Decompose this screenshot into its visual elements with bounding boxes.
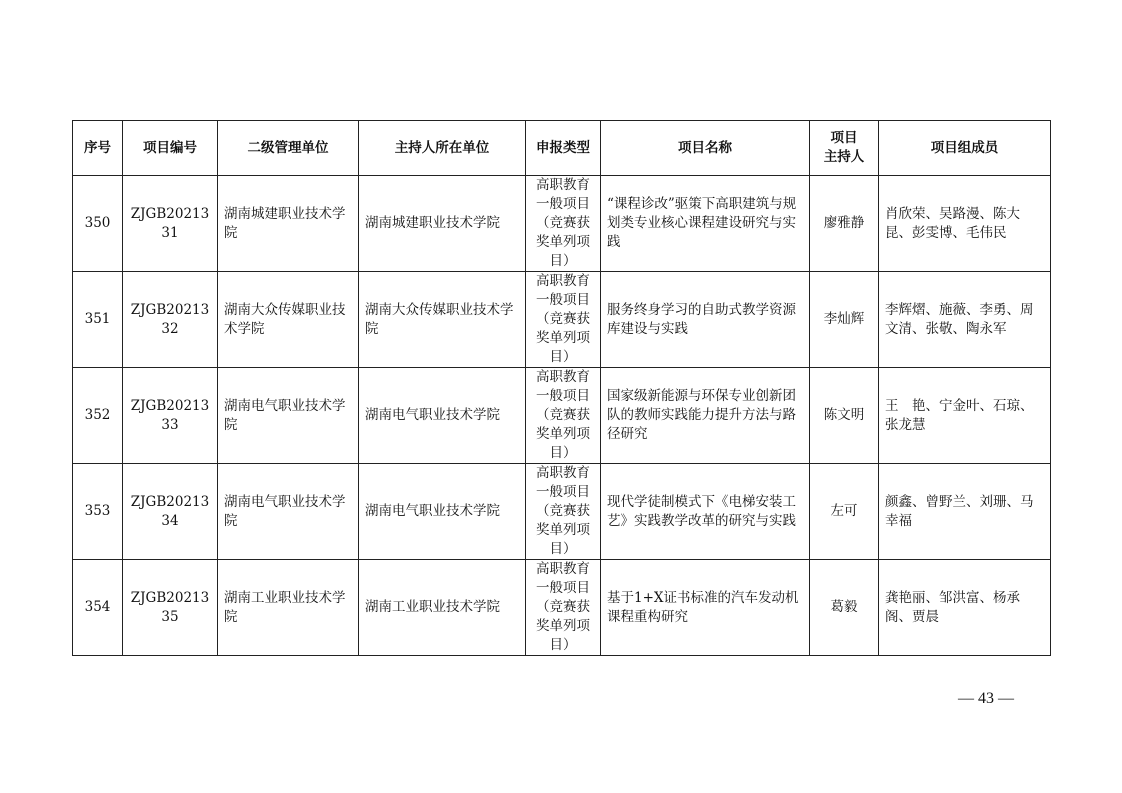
header-type: 申报类型 [526,121,601,176]
row-no: 351 [73,272,123,368]
row-unit: 湖南电气职业技术学院 [218,368,359,464]
table-row [73,272,1051,368]
row-unit: 湖南城建职业技术学院 [218,176,359,272]
row-name: 国家级新能源与环保专业创新团队的教师实践能力提升方法与路径研究 [601,368,810,464]
row-host-unit: 湖南城建职业技术学院 [359,176,526,272]
row-host-unit: 湖南电气职业技术学院 [359,464,526,560]
row-members: 颜鑫、曾野兰、刘珊、马幸福 [879,464,1051,560]
row-unit: 湖南工业职业技术学院 [218,560,359,656]
header-code: 项目编号 [123,121,218,176]
row-host-unit: 湖南电气职业技术学院 [359,368,526,464]
row-code: ZJGB2021331 [123,176,218,272]
row-host: 廖雅静 [810,176,879,272]
table-header-row [73,121,1051,176]
row-name: 服务终身学习的自助式教学资源库建设与实践 [601,272,810,368]
row-name: 现代学徒制模式下《电梯安装工艺》实践教学改革的研究与实践 [601,464,810,560]
row-no: 354 [73,560,123,656]
row-name: “课程诊改”驱策下高职建筑与规划类专业核心课程建设研究与实践 [601,176,810,272]
table-row [73,176,1051,272]
row-code: ZJGB2021334 [123,464,218,560]
row-code: ZJGB2021335 [123,560,218,656]
row-host: 左可 [810,464,879,560]
row-members: 王 艳、宁金叶、石琼、张龙慧 [879,368,1051,464]
page-number: — 43 — [958,690,1014,707]
row-type: 高职教育一般项目（竞赛获奖单列项目） [526,368,601,464]
header-host: 项目 主持人 [810,121,879,176]
row-unit: 湖南电气职业技术学院 [218,464,359,560]
row-no: 353 [73,464,123,560]
header-host-unit: 主持人所在单位 [359,121,526,176]
header-name: 项目名称 [601,121,810,176]
row-host: 李灿辉 [810,272,879,368]
project-table [72,120,1051,656]
row-members: 肖欣荣、吴路漫、陈大昆、彭雯博、毛伟民 [879,176,1051,272]
row-type: 高职教育一般项目（竞赛获奖单列项目） [526,560,601,656]
row-unit: 湖南大众传媒职业技术学院 [218,272,359,368]
row-type: 高职教育一般项目（竞赛获奖单列项目） [526,272,601,368]
row-type: 高职教育一般项目（竞赛获奖单列项目） [526,464,601,560]
row-host: 陈文明 [810,368,879,464]
row-host: 葛毅 [810,560,879,656]
row-type: 高职教育一般项目（竞赛获奖单列项目） [526,176,601,272]
row-no: 352 [73,368,123,464]
header-members: 项目组成员 [879,121,1051,176]
row-members: 李辉熠、施薇、李勇、周文清、张敬、陶永军 [879,272,1051,368]
row-code: ZJGB2021332 [123,272,218,368]
row-name: 基于1+X证书标准的汽车发动机课程重构研究 [601,560,810,656]
header-unit: 二级管理单位 [218,121,359,176]
table-row [73,560,1051,656]
row-host-unit: 湖南工业职业技术学院 [359,560,526,656]
table-row [73,368,1051,464]
table-row [73,464,1051,560]
row-host-unit: 湖南大众传媒职业技术学院 [359,272,526,368]
row-code: ZJGB2021333 [123,368,218,464]
row-no: 350 [73,176,123,272]
row-members: 龚艳丽、邹洪富、杨承阁、贾晨 [879,560,1051,656]
header-no: 序号 [73,121,123,176]
